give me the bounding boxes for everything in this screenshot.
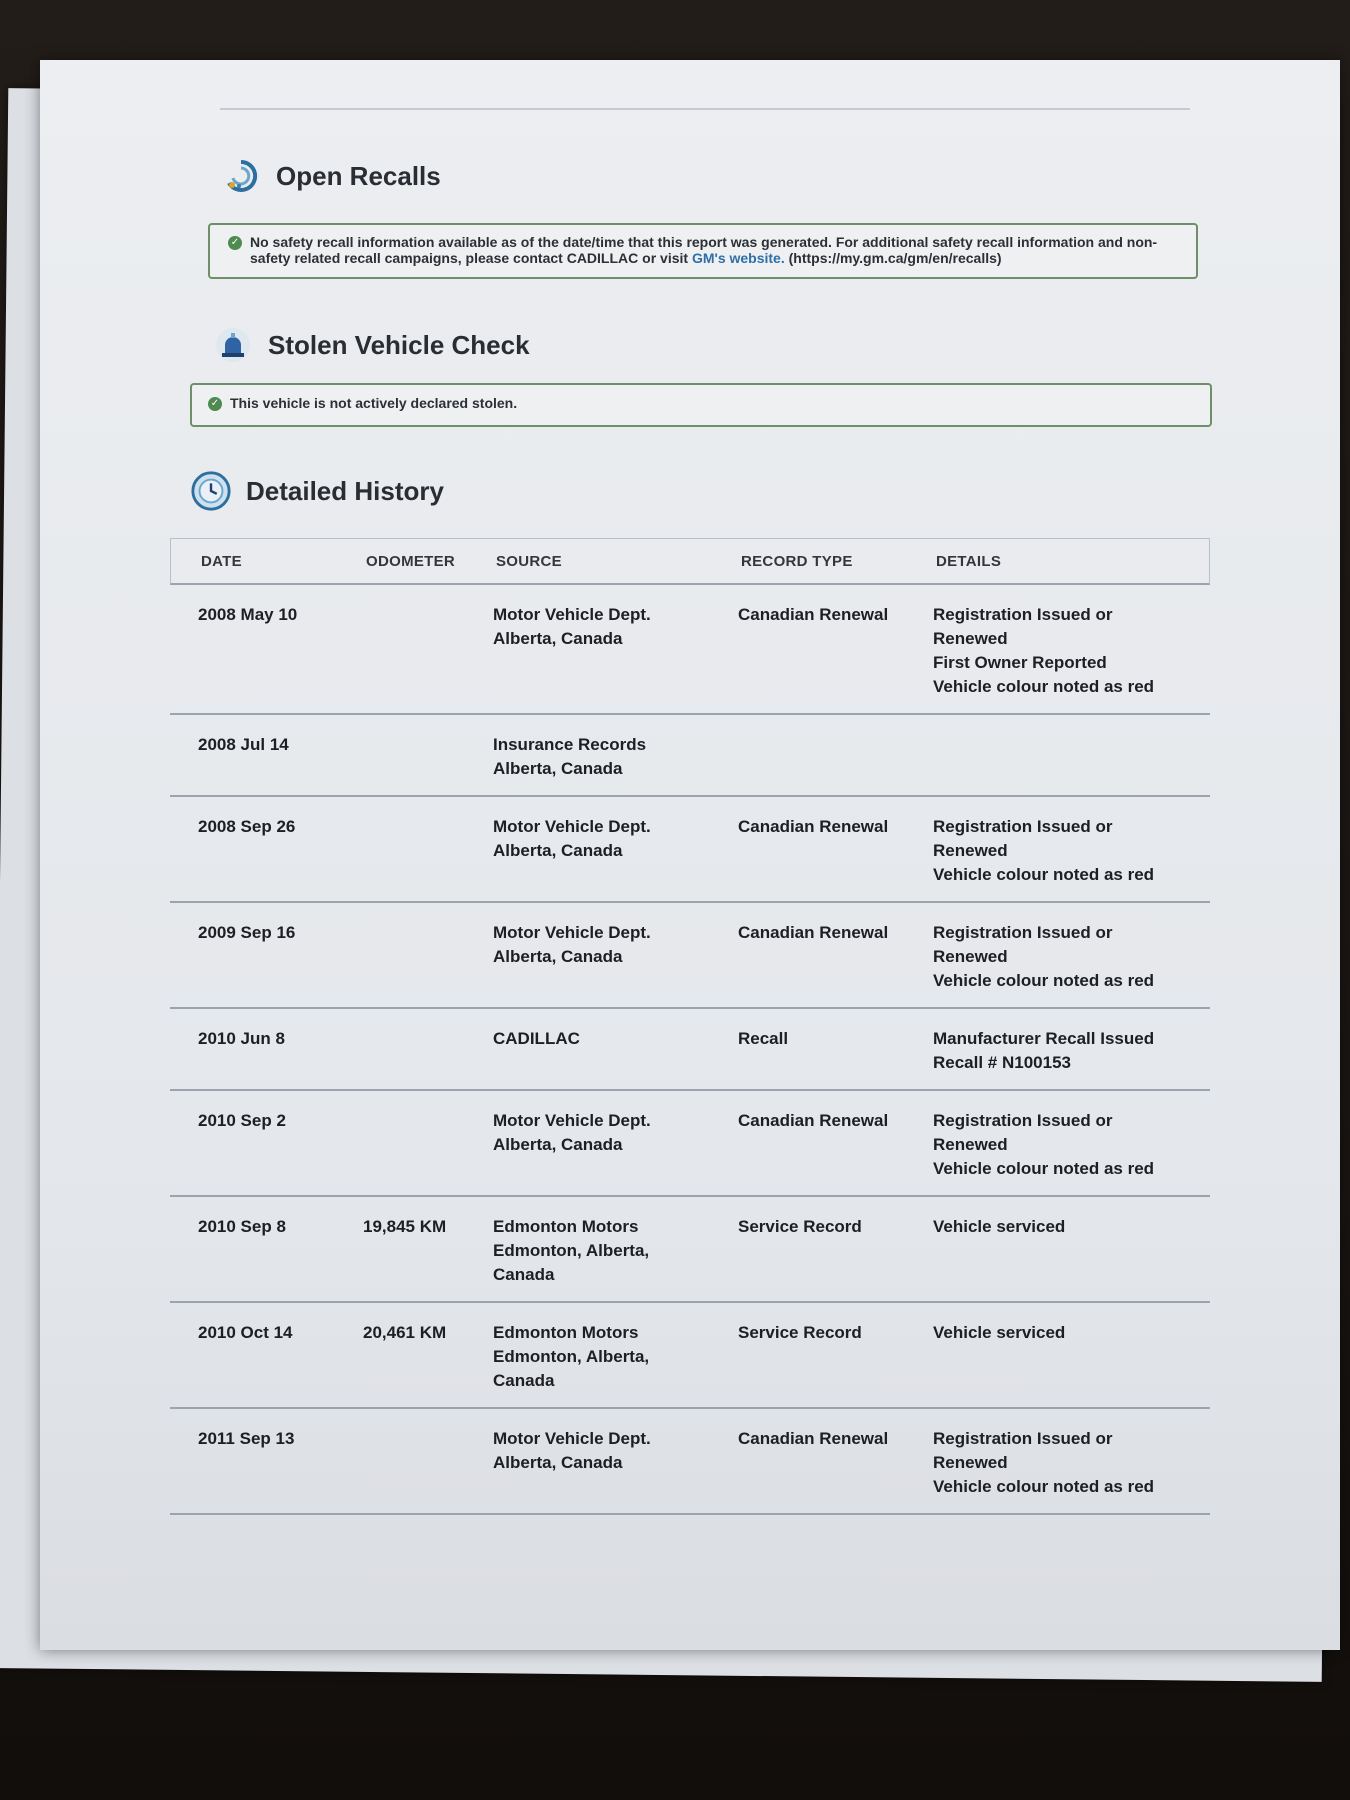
cell-details (905, 1091, 1210, 1195)
history-table-body (170, 585, 1210, 1515)
cell-record-type-line: Canadian Renewal (738, 605, 889, 624)
cell-details-line: Vehicle colour noted as red (933, 677, 1155, 696)
cell-details (905, 585, 1210, 713)
cell-source-line: Alberta, Canada (493, 841, 623, 860)
cell-date-line: 2011 Sep 13 (198, 1429, 295, 1448)
cell-details-line: Registration Issued or (933, 605, 1113, 624)
cell-details (905, 903, 1210, 1007)
history-header (190, 470, 444, 512)
cell-source (465, 797, 710, 901)
cell-odometer (335, 1409, 465, 1513)
cell-source-line: Alberta, Canada (493, 629, 623, 648)
cell-date (170, 1409, 335, 1513)
cell-details-line: Vehicle serviced (933, 1217, 1066, 1236)
check-circle-icon: ✓ (228, 236, 242, 250)
report-page (40, 60, 1340, 1650)
cell-source-line: Motor Vehicle Dept. (493, 923, 651, 942)
cell-source (465, 1091, 710, 1195)
cell-record-type (710, 1409, 905, 1513)
cell-record-type (710, 585, 905, 713)
cell-record-type (710, 1197, 905, 1301)
cell-source (465, 1409, 710, 1513)
check-circle-icon: ✓ (208, 397, 222, 411)
cell-date (170, 1091, 335, 1195)
cell-date-line: 2010 Sep 8 (198, 1217, 286, 1236)
cell-odometer (335, 1091, 465, 1195)
clock-icon (190, 470, 232, 512)
cell-date-line: 2010 Jun 8 (198, 1029, 285, 1048)
cell-source-line: Alberta, Canada (493, 1453, 623, 1472)
cell-details (905, 1197, 1210, 1301)
recall-icon (220, 155, 262, 197)
cell-date (170, 1303, 335, 1407)
cell-odometer (335, 1303, 465, 1407)
cell-source-line: Motor Vehicle Dept. (493, 605, 651, 624)
cell-date (170, 1197, 335, 1301)
cell-record-type (710, 715, 905, 795)
col-date: DATE (201, 552, 242, 570)
table-row (170, 1091, 1210, 1197)
cell-record-type-line: Service Record (738, 1323, 862, 1342)
stolen-check-notice-text: This vehicle is not actively declared stolen. (230, 395, 518, 411)
cell-source-line: Alberta, Canada (493, 759, 623, 778)
cell-record-type-line: Canadian Renewal (738, 1111, 889, 1130)
cell-record-type-line: Service Record (738, 1217, 862, 1236)
cell-odometer (335, 585, 465, 713)
cell-source (465, 903, 710, 1007)
cell-details-line: Vehicle colour noted as red (933, 971, 1155, 990)
cell-record-type (710, 1009, 905, 1089)
cell-source (465, 715, 710, 795)
col-details: DETAILS (936, 552, 1002, 570)
cell-date-line: 2008 Jul 14 (198, 735, 289, 754)
cell-source-line: CADILLAC (493, 1029, 580, 1048)
table-row (170, 715, 1210, 797)
cell-date (170, 585, 335, 713)
gm-website-link[interactable]: GM's website. (691, 250, 785, 266)
cell-odometer (335, 797, 465, 901)
cell-source-line: Motor Vehicle Dept. (493, 817, 651, 836)
cell-record-type (710, 1303, 905, 1407)
cell-date (170, 715, 335, 795)
open-recalls-title: Open Recalls (276, 160, 441, 191)
cell-date-line: 2008 May 10 (198, 605, 298, 624)
cell-details-line: Manufacturer Recall Issued (933, 1029, 1155, 1048)
cell-odometer-line: 20,461 KM (363, 1323, 447, 1342)
cell-details-line: Vehicle colour noted as red (933, 865, 1155, 884)
col-odometer: ODOMETER (366, 552, 456, 570)
cell-record-type (710, 797, 905, 901)
table-row (170, 1009, 1210, 1091)
cell-details-line: Renewed (933, 629, 1008, 648)
table-row (170, 797, 1210, 903)
open-recalls-notice (208, 223, 1198, 279)
cell-odometer (335, 1197, 465, 1301)
cell-odometer (335, 903, 465, 1007)
cell-date-line: 2010 Sep 2 (198, 1111, 286, 1130)
cell-details-line: Registration Issued or (933, 1429, 1113, 1448)
divider (220, 108, 1190, 110)
stolen-check-title: Stolen Vehicle Check (268, 329, 530, 360)
history-table-header (170, 538, 1210, 585)
cell-details-line: Vehicle serviced (933, 1323, 1066, 1342)
cell-odometer (335, 715, 465, 795)
cell-source-line: Edmonton Motors (493, 1217, 639, 1236)
table-row (170, 1197, 1210, 1303)
cell-details-line: First Owner Reported (933, 653, 1107, 672)
cell-date (170, 1009, 335, 1089)
cell-details (905, 715, 1210, 795)
history-table (170, 538, 1210, 1515)
cell-details (905, 1303, 1210, 1407)
cell-source-line: Alberta, Canada (493, 1135, 623, 1154)
table-row (170, 1409, 1210, 1515)
cell-record-type-line: Canadian Renewal (738, 923, 889, 942)
cell-details (905, 1409, 1210, 1513)
cell-date (170, 903, 335, 1007)
cell-odometer (335, 1009, 465, 1089)
cell-source-line: Edmonton Motors (493, 1323, 639, 1342)
cell-source-line: Motor Vehicle Dept. (493, 1111, 651, 1130)
cell-source (465, 1009, 710, 1089)
cell-details-line: Registration Issued or (933, 817, 1113, 836)
cell-details-line: Recall # N100153 (933, 1053, 1071, 1072)
cell-details-line: Vehicle colour noted as red (933, 1477, 1155, 1496)
cell-source-line: Alberta, Canada (493, 947, 623, 966)
cell-details-line: Renewed (933, 1135, 1008, 1154)
stolen-check-notice (190, 383, 1212, 427)
cell-source (465, 1197, 710, 1301)
cell-details-line: Renewed (933, 947, 1008, 966)
cell-details-line: Renewed (933, 1453, 1008, 1472)
cell-details-line: Renewed (933, 841, 1008, 860)
cell-details (905, 1009, 1210, 1089)
cell-source (465, 1303, 710, 1407)
col-record-type: RECORD TYPE (741, 552, 853, 570)
table-row (170, 903, 1210, 1009)
cell-details (905, 797, 1210, 901)
open-recalls-header (220, 155, 441, 197)
cell-date-line: 2008 Sep 26 (198, 817, 296, 836)
cell-date-line: 2010 Oct 14 (198, 1323, 293, 1342)
cell-date (170, 797, 335, 901)
cell-date-line: 2009 Sep 16 (198, 923, 296, 942)
open-recalls-notice-text: No safety recall information available as of the date/time that this report was generated. For additional safety recall information and non-safety related recall campaigns, please contact CADILLAC or visit GM's website. (https://my.gm.ca/gm/en/recalls) (250, 234, 1158, 266)
cell-source-line: Motor Vehicle Dept. (493, 1429, 651, 1448)
cell-record-type (710, 1091, 905, 1195)
cell-details-line: Registration Issued or (933, 923, 1113, 942)
stolen-check-header (212, 324, 530, 366)
cell-record-type-line: Canadian Renewal (738, 1429, 889, 1448)
cell-record-type-line: Canadian Renewal (738, 817, 889, 836)
cell-record-type (710, 903, 905, 1007)
siren-icon (212, 324, 254, 366)
cell-odometer-line: 19,845 KM (363, 1217, 447, 1236)
cell-source (465, 585, 710, 713)
cell-source-line: Insurance Records (493, 735, 647, 754)
cell-details-line: Registration Issued or (933, 1111, 1113, 1130)
cell-record-type-line: Recall (738, 1029, 789, 1048)
cell-source-line: Edmonton, Alberta, Canada (493, 1241, 650, 1284)
table-row (170, 585, 1210, 715)
col-source: SOURCE (496, 552, 562, 570)
cell-source-line: Edmonton, Alberta, Canada (493, 1347, 650, 1390)
cell-details-line: Vehicle colour noted as red (933, 1159, 1155, 1178)
table-row (170, 1303, 1210, 1409)
history-title: Detailed History (246, 475, 444, 506)
